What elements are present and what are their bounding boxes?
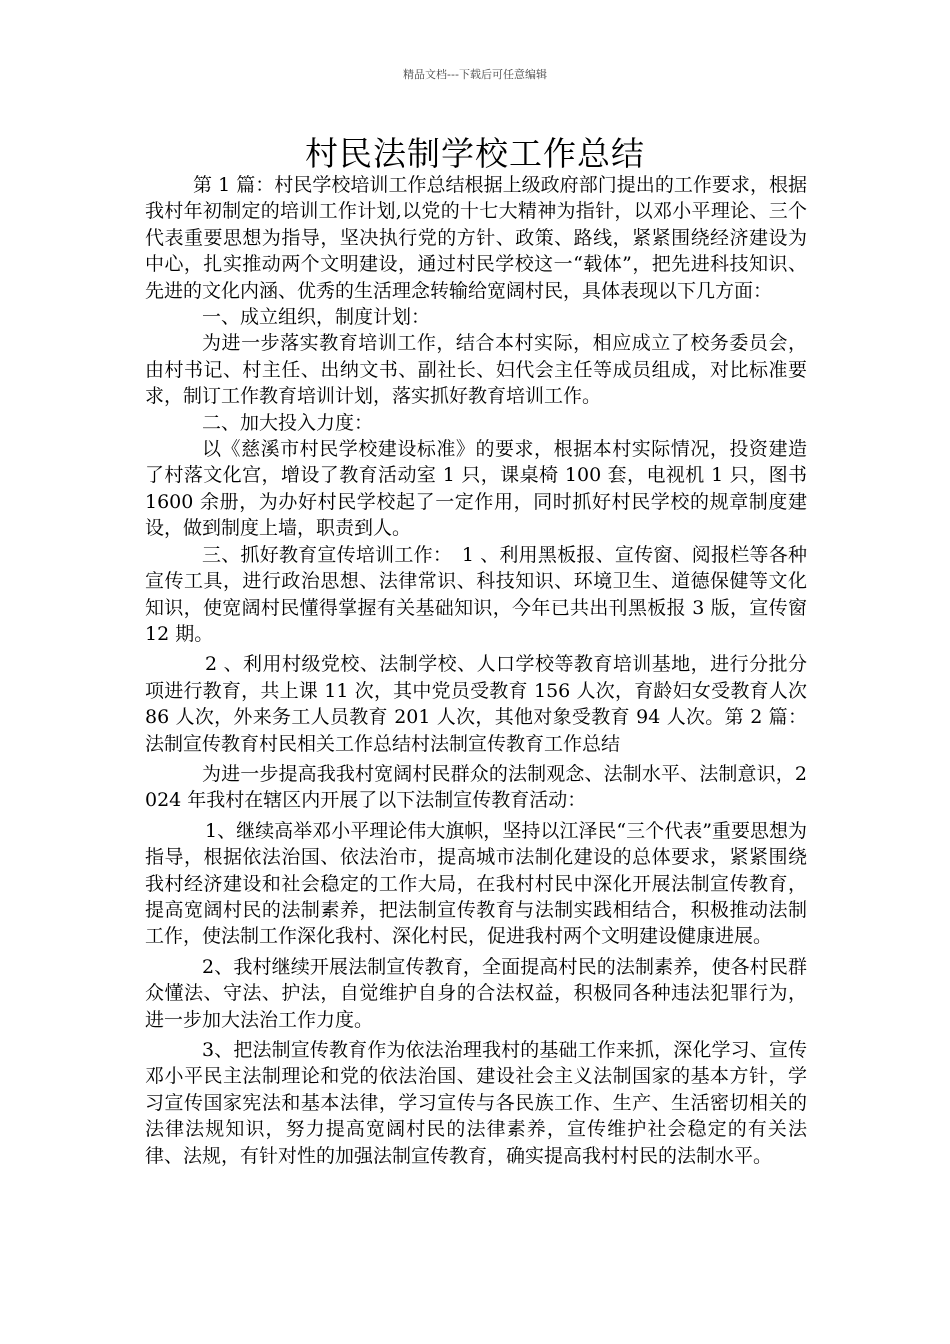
paragraph-7: 2、我村继续开展法制宣传教育，全面提高村民的法制素养，使各村民群众懂法、守法、护法，自觉维护自身的合法权益，积极同各种违法犯罪行为，进一步加大法治工作力度。 <box>145 955 807 1031</box>
paragraph-intro: 第 1 篇：村民学校培训工作总结根据上级政府部门提出的工作要求，根据我村年初制定的培训工作计划,以党的十七大精神为指针，以邓小平理论、三个代表重要思想为指导，坚决执行党的方针、政策、路线，紧紧围绕经济建设为中心，扎实推动两个文明建设，通过村民学校这一“载体”，把先进科技知识、先进的文化内涵、优秀的生活理念转输给宽阔村民，具体表现以下几方面： <box>145 174 807 302</box>
paragraph-1: 为进一步落实教育培训工作，结合本村实际，相应成立了校务委员会，由村书记、村主任、出纳文书、副社长、妇代会主任等成员组成，对比标准要求，制订工作教育培训计划，落实抓好教育培训工作。 <box>145 332 807 408</box>
page-header-note: 精品文档---下载后可任意编辑 <box>403 68 547 81</box>
paragraph-4: 2 、利用村级党校、法制学校、人口学校等教育培训基地，进行分批分项进行教育，共上课 11 次，其中党员受教育 156 人次，育龄妇女受教育人次 86 人次，外来务工人员教育 201 人次，其他对象受教育 94 人次。第 2 篇：法制宣传教育村民相关工作总结村法制宣传教育工作总结 <box>145 653 807 755</box>
paragraph-5: 为进一步提高我我村宽阔村民群众的法制观念、法制水平、法制意识，2024 年我村在辖区内开展了以下法制宣传教育活动： <box>145 762 807 812</box>
paragraph-8: 3、把法制宣传教育作为依法治理我村的基础工作来抓，深化学习、宣传邓小平民主法制理论和党的依法治国、建设社会主义法制国家的基本方针，学习宣传国家宪法和基本法律，学习宣传与各民族工作、生产、生活密切相关的法律法规知识，努力提高宽阔村民的法律素养，宣传维护社会稳定的有关法律、法规，有针对性的加强法制宣传教育，确实提高我村村民的法制水平。 <box>145 1039 807 1167</box>
paragraph-2: 以《慈溪市村民学校建设标准》的要求，根据本村实际情况，投资建造了村落文化宫，增设了教育活动室 1 只，课桌椅 100 套，电视机 1 只，图书 1600 余册，为办好村民学校起了一定作用，同时抓好村民学校的规章制度建设，做到制度上墙，职责到人。 <box>145 438 807 540</box>
paragraph-6: 1、继续高举邓小平理论伟大旗帜，坚持以江泽民“三个代表”重要思想为指导，根据依法治国、依法治市，提高城市法制化建设的总体要求，紧紧围绕我村经济建设和社会稳定的工作大局，在我村村民中深化开展法制宣传教育，提高宽阔村民的法制素养，把法制宣传教育与法制实践相结合，积极推动法制工作，使法制工作深化我村、深化村民，促进我村两个文明建设健康进展。 <box>145 819 807 948</box>
document-title: 村民法制学校工作总结 <box>305 134 645 173</box>
document-body <box>145 172 807 1169</box>
paragraph-3: 三、抓好教育宣传培训工作： 1 、利用黑板报、宣传窗、阅报栏等各种宣传工具，进行政治思想、法律常识、科技知识、环境卫生、道德保健等文化知识，使宽阔村民懂得掌握有关基础知识，今年已共出刊黑板报 3 版，宣传窗 12 期。 <box>145 543 807 645</box>
section-heading-1: 一、成立组织，制度计划： <box>202 306 431 329</box>
section-heading-2: 二、加大投入力度： <box>202 411 374 434</box>
